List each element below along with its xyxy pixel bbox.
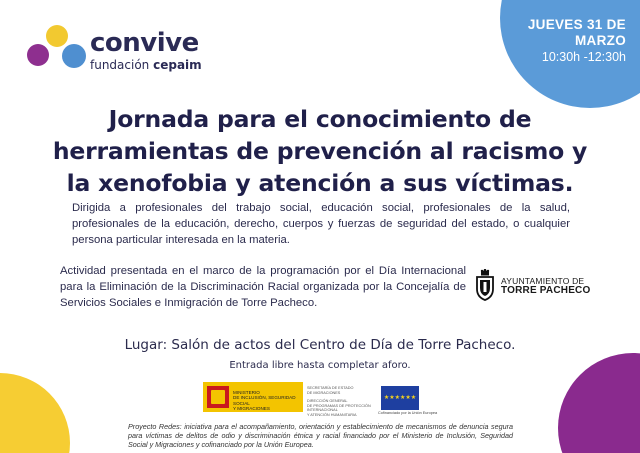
brand-name: convive <box>90 28 199 58</box>
ministry-line-3: Y MIGRACIONES <box>233 405 270 411</box>
logo-blue-dot <box>62 44 86 68</box>
brand-subtitle <box>90 59 202 71</box>
dg-line-3: Y ATENCIÓN HUMANITARIA <box>307 412 357 417</box>
ayuntamiento-text <box>501 277 590 296</box>
ayuntamiento-line-2: TORRE PACHECO <box>501 284 591 296</box>
eu-flag-icon <box>381 386 419 410</box>
date-time: 10:30h -12:30h <box>541 50 626 65</box>
logo-yellow-dot <box>46 25 68 47</box>
event-location: Lugar: Salón de actos del Centro de Día de Torre Pacheco. <box>124 337 516 353</box>
title-line-1: Jornada para el conocimiento de <box>108 105 532 133</box>
dg-line-2: DE PROGRAMAS DE PROTECCIÓN INTERNACIONAL <box>307 403 371 412</box>
logo-purple-dot <box>27 44 49 66</box>
sponsor-logos <box>203 382 443 416</box>
event-date <box>528 17 626 65</box>
ayuntamiento-line-1: AYUNTAMIENTO DE <box>501 276 585 286</box>
date-day: JUEVES 31 DE <box>527 17 626 32</box>
brand-logo <box>90 30 202 71</box>
yellow-corner-shape <box>0 373 70 453</box>
project-footnote: Proyecto Redes: iniciativa para el acompañamiento, orientación y establecimiento de mecanismos de denuncia segura para víctimas de delitos de odio y discriminación étnica y racial financiado por el Ministerio de Inclusión, Seguridad Social y Migraciones y cofinanciado por la Unión Europea. <box>128 422 513 449</box>
crest-icon <box>474 269 496 301</box>
secretary-line-1: SECRETARÍA DE ESTADO <box>307 386 354 390</box>
coat-of-arms-icon <box>209 388 227 406</box>
brand-sub-bold: cepaim <box>153 58 202 72</box>
secretary-line-2: DE MIGRACIONES <box>307 390 341 395</box>
entry-note: Entrada libre hasta completar aforo. <box>229 360 411 371</box>
date-month: MARZO <box>575 33 626 49</box>
title-line-2: herramientas de prevención al racismo y <box>52 137 588 165</box>
title-line-3: la xenofobia y atención a sus víctimas. <box>66 169 574 197</box>
ayuntamiento-logo <box>474 269 594 305</box>
eu-caption: Cofinanciado por la Unión Europea <box>378 411 438 415</box>
convive-logo-mark <box>24 24 88 70</box>
activity-paragraph: Actividad presentada en el marco de la programación por el Día Internacional para la Eliminación de la Discriminación Racial organizada por la Concejalía de Servicios Sociales e Inmigración de Torre Pacheco. <box>60 265 466 309</box>
audience-paragraph: Dirigida a profesionales del trabajo social, educación social, profesionales de la salud, profesionales de la educación, derecho, cuerpos y fuerzas de seguridad del estado, o cualquier persona particular interesada en la materia. <box>72 202 570 246</box>
brand-sub-prefix: fundación <box>90 58 154 72</box>
dg-line-1: DIRECCIÓN GENERAL <box>307 399 348 403</box>
event-title <box>30 103 610 199</box>
ministry-line-2: DE INCLUSIÓN, SEGURIDAD SOCIAL <box>233 395 296 406</box>
eu-stars-icon: ★★★★★★ <box>383 394 417 401</box>
ministry-text <box>233 390 303 411</box>
ministry-line-1: MINISTERIO <box>233 390 260 395</box>
secretary-text <box>307 386 377 417</box>
ministry-logo <box>203 382 303 412</box>
